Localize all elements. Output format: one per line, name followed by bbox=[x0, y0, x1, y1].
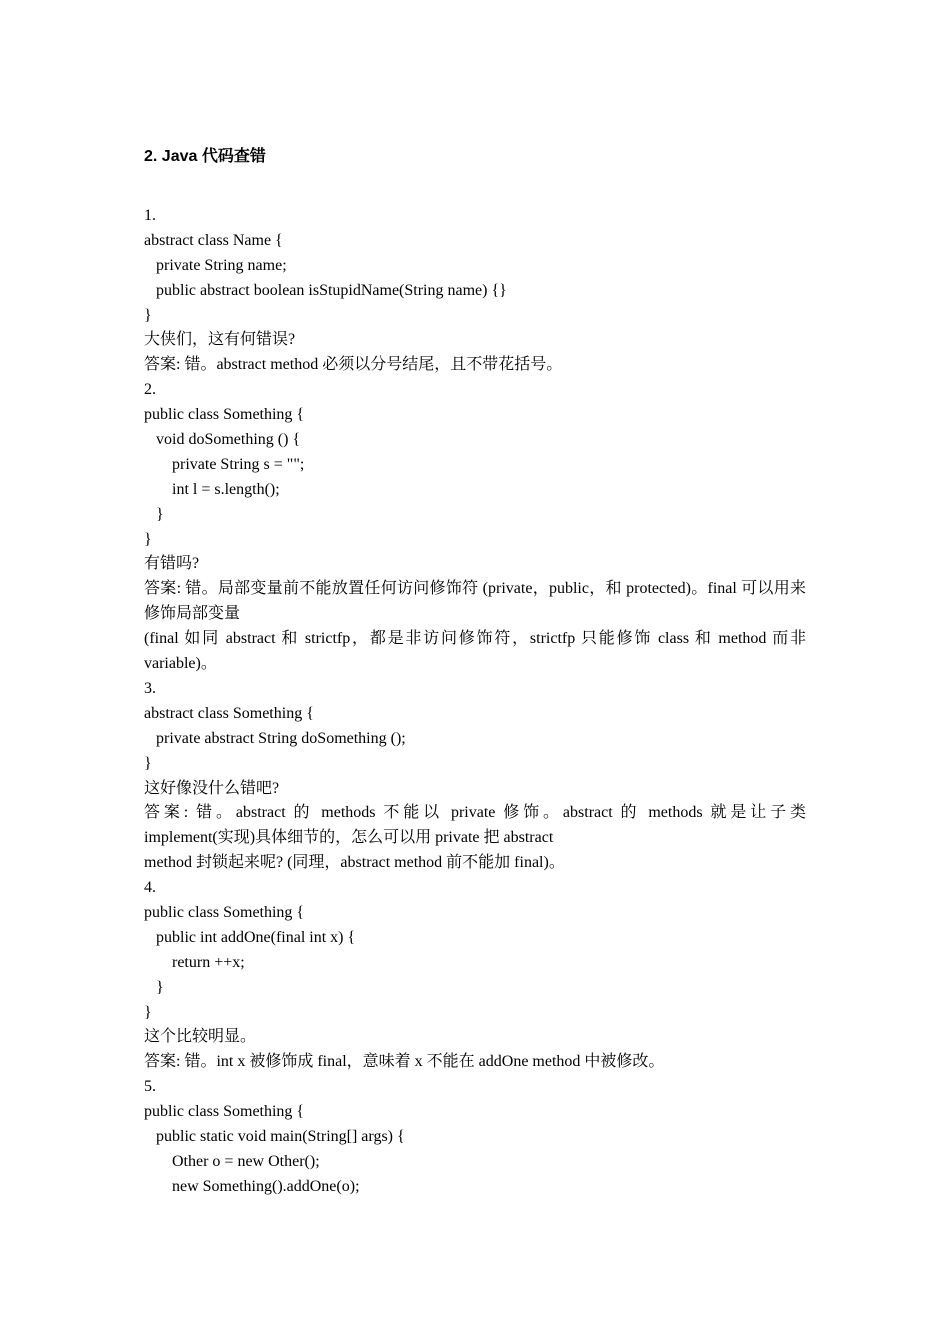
answer-line: variable)。 bbox=[144, 655, 217, 673]
code-line: private abstract String doSomething (); bbox=[144, 729, 406, 747]
text-line: 3. bbox=[144, 679, 156, 697]
code-line: public abstract boolean isStupidName(String name) {} bbox=[144, 281, 507, 299]
code-line: } bbox=[144, 754, 152, 772]
question-line: 有错吗? bbox=[144, 555, 200, 573]
answer-line: 答案: 错。abstract method 必须以分号结尾，且不带花括号。 bbox=[144, 356, 563, 374]
document-body bbox=[144, 204, 806, 1200]
answer-line: method 封锁起来呢? (同理，abstract method 前不能加 final)。 bbox=[144, 854, 565, 872]
code-line: private String s = ""; bbox=[144, 455, 305, 473]
code-line: public int addOne(final int x) { bbox=[144, 928, 356, 946]
code-line: public class Something { bbox=[144, 406, 305, 424]
text-line: 4. bbox=[144, 879, 156, 897]
answer-line: 修饰局部变量 bbox=[144, 605, 241, 623]
answer-line: 答案: 错。abstract 的 methods 不能以 private 修饰。abstract 的 methods 就是让子类 bbox=[144, 804, 806, 822]
code-line: void doSomething () { bbox=[144, 431, 301, 449]
section-heading: 2. Java 代码查错 bbox=[144, 148, 266, 165]
text-line: 1. bbox=[144, 207, 156, 224]
question-line: 大侠们，这有何错误? bbox=[144, 331, 296, 349]
question-line: 这好像没什么错吧? bbox=[144, 779, 280, 797]
text-line: 5. bbox=[144, 1078, 156, 1096]
code-line: return ++x; bbox=[144, 953, 245, 971]
text-line: 2. bbox=[144, 381, 156, 399]
code-line: } bbox=[144, 1003, 152, 1021]
code-line: abstract class Name { bbox=[144, 231, 283, 249]
answer-line: 答案: 错。局部变量前不能放置任何访问修饰符 (private，public，和 protected)。final 可以用来 bbox=[144, 580, 806, 598]
answer-line: (final 如同 abstract 和 strictfp，都是非访问修饰符，strictfp 只能修饰 class 和 method 而非 bbox=[144, 630, 806, 648]
code-line: int l = s.length(); bbox=[144, 480, 280, 498]
code-line: public class Something { bbox=[144, 1103, 305, 1121]
code-line: } bbox=[144, 530, 152, 548]
question-line: 这个比较明显。 bbox=[144, 1028, 257, 1046]
code-line: private String name; bbox=[144, 256, 287, 274]
code-line: Other o = new Other(); bbox=[144, 1152, 320, 1170]
code-line: public class Something { bbox=[144, 903, 305, 921]
answer-line: implement(实现)具体细节的，怎么可以用 private 把 abstract bbox=[144, 829, 554, 847]
answer-line: 答案: 错。int x 被修饰成 final，意味着 x 不能在 addOne method 中被修改。 bbox=[144, 1053, 665, 1071]
code-line: } bbox=[144, 505, 164, 523]
code-line: public static void main(String[] args) { bbox=[144, 1128, 405, 1145]
code-line: abstract class Something { bbox=[144, 704, 314, 722]
code-line: new Something().addOne(o); bbox=[144, 1177, 360, 1195]
code-line: } bbox=[144, 978, 164, 996]
code-line: } bbox=[144, 306, 152, 324]
